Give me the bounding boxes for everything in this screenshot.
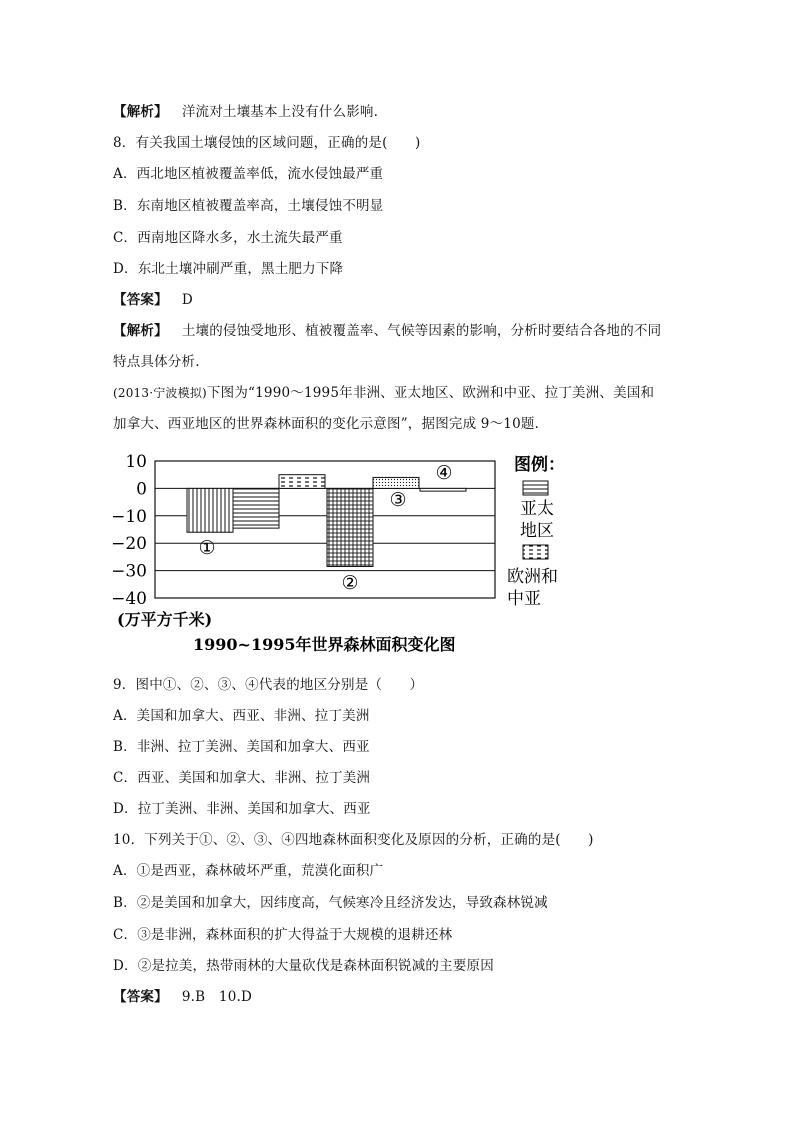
bar-6: [420, 488, 466, 491]
legend-label-asia-pacific-1: 亚太: [520, 499, 554, 519]
legend-label-europe-central-asia-1: 欧洲和: [507, 567, 558, 587]
analysis-line-8: [113, 321, 661, 341]
analysis-tag: 【解析】: [113, 323, 168, 339]
chart-title: 1990~1995年世界森林面积变化图: [193, 635, 456, 654]
analysis-text: 土壤的侵蚀受地形、植被覆盖率、气候等因素的影响，分析时要结合各地的不同: [181, 323, 662, 339]
analysis-text: 洋流对土壤基本上没有什么影响.: [181, 104, 379, 120]
analysis-continuation: 特点具体分析.: [113, 354, 200, 370]
y-tick-label: −10: [111, 506, 147, 527]
intro-text: 下图为“1990～1995年非洲、亚太地区、欧洲和中亚、拉丁美洲、美国和: [206, 385, 655, 401]
bar-1: [187, 488, 233, 532]
question-9-option-d: D．拉丁美洲、非洲、美国和加拿大、西亚: [113, 801, 371, 817]
question-8-option-b: B．东南地区植被覆盖率高，土壤侵蚀不明显: [113, 198, 384, 214]
bar-3: [279, 475, 325, 489]
answer-tag: 【答案】: [113, 292, 168, 308]
question-9-stem: 9．图中①、②、③、④代表的地区分别是（ ）: [113, 677, 424, 693]
intro-line-2: 加拿大、西亚地区的世界森林面积的变化示意图”，据图完成 9～10题.: [113, 416, 540, 432]
analysis-tag: 【解析】: [113, 104, 168, 120]
question-8-stem: 8．有关我国土壤侵蚀的区域问题，正确的是( ): [113, 135, 421, 151]
bar-label-6: ④: [435, 462, 453, 484]
answer-line-8: [113, 290, 193, 310]
forest-area-chart: [0, 448, 794, 658]
answer-line-9-10: [113, 987, 252, 1007]
question-10-option-a: A．①是西亚，森林破坏严重，荒漠化面积广: [113, 863, 384, 879]
bar-2: [233, 488, 279, 528]
bar-label-5: ③: [389, 489, 407, 511]
legend-label-europe-central-asia-2: 中亚: [507, 589, 541, 609]
answer-tag: 【答案】: [113, 989, 168, 1005]
legend-title: 图例：: [514, 455, 565, 475]
question-8-option-c: C．西南地区降水多，水土流失最严重: [113, 230, 343, 246]
y-tick-label: −40: [111, 589, 147, 609]
question-9-option-c: C．西亚、美国和加拿大、非洲、拉丁美洲: [113, 770, 371, 786]
question-10-stem: 10．下列关于①、②、③、④四地森林面积变化及原因的分析，正确的是( ): [113, 832, 594, 848]
legend-swatch-asia-pacific: [523, 481, 548, 495]
answer-value: 9.B 10.D: [181, 989, 253, 1005]
y-axis-ticks: [111, 452, 147, 609]
y-tick-label: 0: [136, 479, 147, 500]
question-9-option-b: B．非洲、拉丁美洲、美国和加拿大、西亚: [113, 739, 370, 755]
bar-4: [327, 488, 373, 566]
analysis-line: [113, 102, 378, 122]
y-tick-label: 10: [125, 452, 147, 472]
chart-unit-label: (万平方千米): [117, 610, 213, 629]
question-10-option-c: C．③是非洲，森林面积的扩大得益于大规模的退耕还林: [113, 927, 453, 943]
y-tick-label: −30: [111, 561, 147, 582]
intro-line-1: [113, 383, 654, 403]
question-8-option-a: A．西北地区植被覆盖率低，流水侵蚀最严重: [113, 166, 384, 182]
question-9-option-a: A．美国和加拿大、西亚、非洲、拉丁美洲: [113, 708, 370, 724]
y-tick-label: −20: [111, 534, 147, 555]
bar-5: [373, 477, 419, 488]
legend-label-asia-pacific-2: 地区: [520, 521, 554, 541]
question-10-option-d: D．②是拉美，热带雨林的大量砍伐是森林面积锐减的主要原因: [113, 958, 494, 974]
bar-label-4: ②: [341, 572, 359, 594]
bars: [187, 462, 466, 594]
bar-label-1: ①: [198, 537, 216, 559]
question-8-option-d: D．东北土壤冲刷严重，黑土肥力下降: [113, 261, 344, 277]
source-note: (2013·宁波模拟): [113, 386, 207, 400]
question-10-option-b: B．②是美国和加拿大，因纬度高，气候寒冷且经济发达，导致森林锐减: [113, 895, 548, 911]
answer-value: D: [181, 292, 193, 308]
legend-swatch-europe-central-asia: [523, 545, 548, 559]
